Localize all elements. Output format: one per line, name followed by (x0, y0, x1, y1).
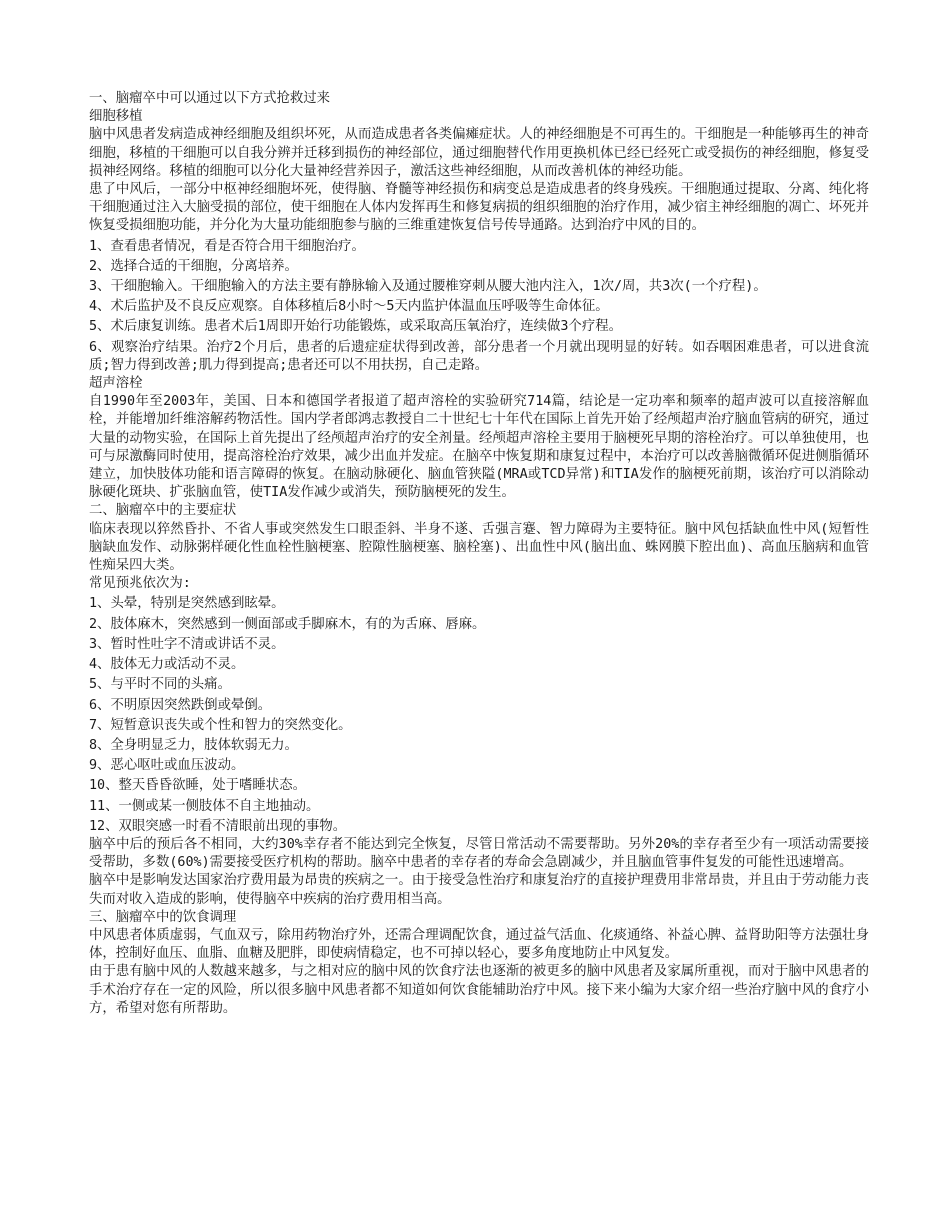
list-item: 10、整天昏昏欲睡，处于嗜睡状态。 (89, 778, 306, 794)
document-body (89, 90, 869, 1018)
list-item: 8、全身明显乏力，肢体软弱无力。 (89, 737, 298, 753)
paragraph: 由于患有脑中风的人数越来越多，与之相对应的脑中风的饮食疗法也逐渐的被更多的脑中风患者及家属所重视，而对于脑中风患者的手术治疗存在一定的风险，所以很多脑中风患者都不知道如何饮食能辅助治疗中风。接下来小编为大家介绍一些治疗脑中风的食疗小方，希望对您有所帮助。 (89, 964, 869, 1016)
list-item: 6、观察治疗结果。治疗2个月后，患者的后遗症症状得到改善，部分患者一个月就出现明显的好转。如吞咽困难患者，可以进食流质;智力得到改善;肌力得到提高;患者还可以不用扶拐，自己走路。 (89, 339, 869, 373)
list-item: 11、一侧或某一侧肢体不自主地抽动。 (89, 798, 320, 814)
list-item: 2、选择合适的干细胞，分离培养。 (89, 258, 298, 274)
paragraph: 自1990年至2003年，美国、日本和德国学者报道了超声溶栓的实验研究714篇，结论是一定功率和频率的超声波可以直接溶解血栓，并能增加纤维溶解药物活性。国内学者郎鸿志教授自二十世纪七十年代在国际上首先开始了经颅超声治疗脑血管病的研究，通过大量的动物实验，在国际上首先提出了经颅超声治疗的安全剂量。经颅超声溶栓主要用于脑梗死早期的溶栓治疗。可以单独使用，也可与尿激酶同时使用，提高溶栓治疗效果，减少出血并发症。在脑卒中恢复期和康复过程中，本治疗可以改善脑微循环促进侧脂循环建立，加快肢体功能和语言障碍的恢复。在脑动脉硬化、脑血管狭隘(MRA或TCD异常)和TIA发作的脑梗死前期，该治疗可以消除动脉硬化斑块、扩张脑血管，使TIA发作减少或消失，预防脑梗死的发生。 (89, 394, 869, 501)
list-item: 4、术后监护及不良反应观察。自体移植后8小时～5天内监护体温血压呼吸等生命体征。 (89, 299, 609, 315)
list-item: 4、肢体无力或活动不灵。 (89, 657, 245, 673)
paragraph: 临床表现以猝然昏扑、不省人事或突然发生口眼歪斜、半身不遂、舌强言蹇、智力障碍为主要特征。脑中风包括缺血性中风(短暂性脑缺血发作、动脉粥样硬化性血栓性脑梗塞、腔隙性脑梗塞、脑栓塞)、出血性中风(脑出血、蛛网膜下腔出血)、高血压脑病和血管性痴呆四大类。 (89, 521, 869, 574)
list-item: 3、干细胞输入。干细胞输入的方法主要有静脉输入及通过腰椎穿刺从腰大池内注入，1次/周，共3次(一个疗程)。 (89, 279, 767, 295)
list-item: 9、恶心呕吐或血压波动。 (89, 758, 245, 774)
list-item: 12、双眼突感一时看不清眼前出现的事物。 (89, 818, 347, 834)
list-item: 1、头晕，特别是突然感到眩晕。 (89, 596, 285, 612)
list-item: 6、不明原因突然跌倒或晕倒。 (89, 697, 272, 713)
paragraph: 患了中风后，一部分中枢神经细胞坏死，使得脑、脊髓等神经损伤和病变总是造成患者的终身残疾。干细胞通过提取、分离、纯化将干细胞通过注入大脑受损的部位，使干细胞在人体内发挥再生和修复病损的组织细胞的治疗作用，减少宿主神经细胞的凋亡、坏死并恢复受损细胞功能，并分化为大量功能细胞参与脑的三维重建恢复信号传导通路。达到治疗中风的目的。 (89, 182, 869, 234)
section-heading-2: 二、脑瘤卒中的主要症状 (89, 503, 237, 519)
paragraph: 脑卒中后的预后各不相同，大约30%幸存者不能达到完全恢复，尽管日常活动不需要帮助。另外20%的幸存者至少有一项活动需要接受帮助，多数(60%)需要接受医疗机构的帮助。脑卒中患者的幸存者的寿命会急剧减少，并且脑血管事件复发的可能性迅速增高。 (89, 836, 869, 871)
section-heading-1: 一、脑瘤卒中可以通过以下方式抢救过来 (89, 91, 331, 106)
list-item: 5、术后康复训练。患者术后1周即开始行功能锻炼，或采取高压氧治疗，连续做3个疗程。 (89, 319, 623, 335)
subheading-warning-signs: 常见预兆依次为: (89, 576, 191, 592)
section-heading-3: 三、脑瘤卒中的饮食调理 (89, 909, 237, 925)
paragraph: 中风患者体质虚弱，气血双亏，除用药物治疗外，还需合理调配饮食，通过益气活血、化痰通络、补益心脾、益肾助阳等方法强壮身体，控制好血压、血脂、血糖及肥胖，即使病情稳定，也不可掉以轻心，要多角度地防止中风复发。 (89, 927, 869, 962)
paragraph: 脑中风患者发病造成神经细胞及组织坏死，从而造成患者各类偏瘫症状。人的神经细胞是不可再生的。干细胞是一种能够再生的神奇细胞，移植的干细胞可以自我分辨并迁移到损伤的神经部位，通过细胞替代作用更换机体已经已经死亡或受损伤的神经细胞，修复受损神经网络。移植的细胞可以分化大量神经营养因子，激活这些神经细胞，从而改善机体的神经功能。 (89, 127, 869, 179)
subheading-cell-transplant: 细胞移植 (89, 109, 143, 125)
list-item: 5、与平时不同的头痛。 (89, 677, 231, 693)
list-item: 2、肢体麻木，突然感到一侧面部或手脚麻木，有的为舌麻、唇麻。 (89, 616, 486, 632)
list-item: 3、暂时性吐字不清或讲话不灵。 (89, 636, 285, 652)
list-item: 7、短暂意识丧失或个性和智力的突然变化。 (89, 717, 352, 733)
list-item: 1、查看患者情况，看是否符合用干细胞治疗。 (89, 238, 365, 254)
paragraph: 脑卒中是影响发达国家治疗费用最为昂贵的疾病之一。由于接受急性治疗和康复治疗的直接护理费用非常昂贵，并且由于劳动能力丧失而对收入造成的影响，使得脑卒中疾病的治疗费用相当高。 (89, 873, 869, 907)
subheading-ultrasound: 超声溶栓 (89, 376, 143, 392)
